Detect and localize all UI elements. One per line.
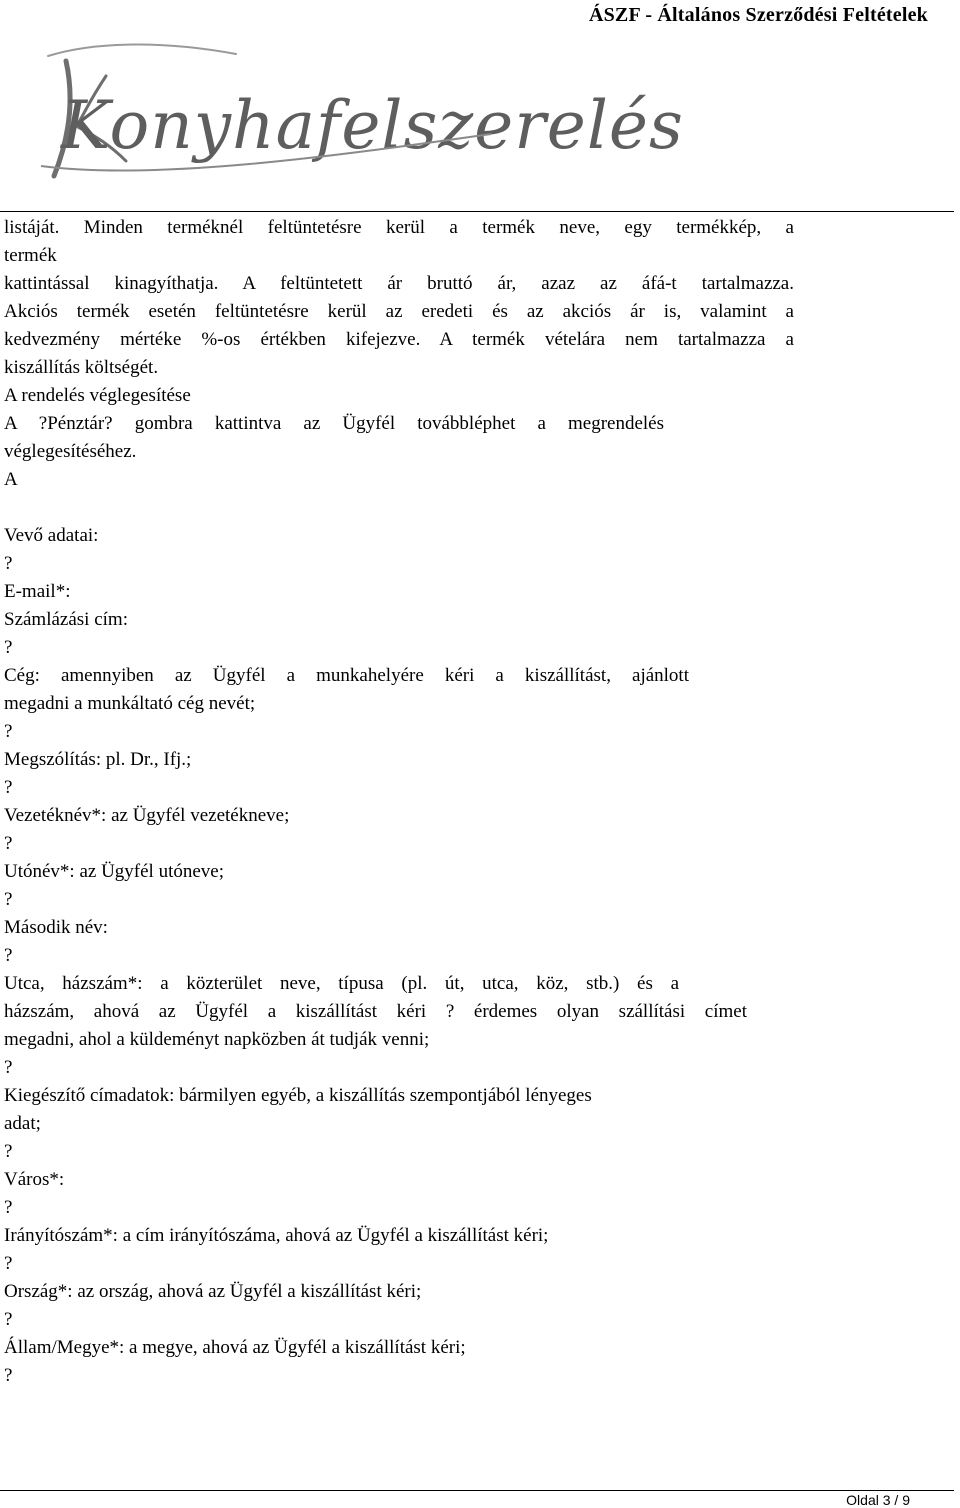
text-line: Cég: amennyiben az Ügyfél a munkahelyére kéri a kiszállítást, ajánlott bbox=[4, 665, 689, 686]
text-line: Irányítószám*: a cím irányítószáma, ahová az Ügyfél a kiszállítást kéri; bbox=[4, 1225, 549, 1246]
page-number: Oldal 3 / 9 bbox=[846, 1492, 910, 1508]
text-line: termék bbox=[4, 245, 57, 266]
bullet-marker: ? bbox=[4, 833, 13, 854]
text-line: Ország*: az ország, ahová az Ügyfél a kiszállítást kéri; bbox=[4, 1281, 422, 1302]
bullet-marker: ? bbox=[4, 1253, 13, 1274]
text-line: kiszállítás költségét. bbox=[4, 357, 159, 378]
text-line: Akciós termék esetén feltüntetésre kerül az eredeti és az akciós ár is, valamint a bbox=[4, 301, 794, 322]
bullet-marker: ? bbox=[4, 945, 13, 966]
text-line: Utónév*: az Ügyfél utóneve; bbox=[4, 861, 225, 882]
bullet-marker: ? bbox=[4, 721, 13, 742]
text-line: listáját. Minden terméknél feltüntetésre kerül a termék neve, egy termékkép, a bbox=[4, 217, 794, 238]
bullet-marker: ? bbox=[4, 637, 13, 658]
text-line: kedvezmény mértéke %-os értékben kifejezve. A termék vételára nem tartalmazza a bbox=[4, 329, 794, 350]
blank-line bbox=[4, 494, 794, 522]
footer-divider bbox=[0, 1490, 954, 1491]
text-line: Második név: bbox=[4, 917, 108, 938]
bullet-marker: ? bbox=[4, 889, 13, 910]
text-line: házszám, ahová az Ügyfél a kiszállítást kéri ? érdemes olyan szállítási címet bbox=[4, 1001, 747, 1022]
text-line: Vevő adatai: bbox=[4, 525, 99, 546]
text-line: Város*: bbox=[4, 1169, 65, 1190]
document-title: ÁSZF - Általános Szerződési Feltételek bbox=[588, 4, 928, 26]
text-line: Kiegészítő címadatok: bármilyen egyéb, a kiszállítás szempontjából lényeges bbox=[4, 1085, 592, 1106]
bullet-marker: ? bbox=[4, 553, 13, 574]
bullet-marker: ? bbox=[4, 1197, 13, 1218]
bullet-marker: ? bbox=[4, 777, 13, 798]
header-divider bbox=[0, 211, 954, 212]
text-line: Utca, házszám*: a közterület neve, típusa (pl. út, utca, köz, stb.) és a bbox=[4, 973, 679, 994]
text-line: megadni a munkáltató cég nevét; bbox=[4, 693, 256, 714]
text-line: A ?Pénztár? gombra kattintva az Ügyfél továbbléphet a megrendelés bbox=[4, 413, 664, 434]
bullet-marker: ? bbox=[4, 1057, 13, 1078]
bullet-marker: ? bbox=[4, 1365, 13, 1386]
document-body bbox=[4, 214, 794, 1390]
text-line: Megszólítás: pl. Dr., Ifj.; bbox=[4, 749, 192, 770]
text-line: E-mail*: bbox=[4, 581, 71, 602]
text-line: A bbox=[4, 469, 18, 490]
text-line: kattintással kinagyíthatja. A feltüntetett ár bruttó ár, azaz az áfá-t tartalmazza. bbox=[4, 273, 794, 294]
text-line: Számlázási cím: bbox=[4, 609, 128, 630]
text-line: Vezetéknév*: az Ügyfél vezetékneve; bbox=[4, 805, 290, 826]
brand-logo bbox=[36, 36, 684, 186]
text-line: adat; bbox=[4, 1113, 41, 1134]
bullet-marker: ? bbox=[4, 1309, 13, 1330]
section-heading: A rendelés véglegesítése bbox=[4, 385, 191, 406]
text-line: megadni, ahol a küldeményt napközben át tudják venni; bbox=[4, 1029, 430, 1050]
bullet-marker: ? bbox=[4, 1141, 13, 1162]
text-line: véglegesítéséhez. bbox=[4, 441, 137, 462]
logo-text: Konyhafelszerelés bbox=[61, 87, 684, 164]
text-line: Állam/Megye*: a megye, ahová az Ügyfél a kiszállítást kéri; bbox=[4, 1337, 466, 1358]
